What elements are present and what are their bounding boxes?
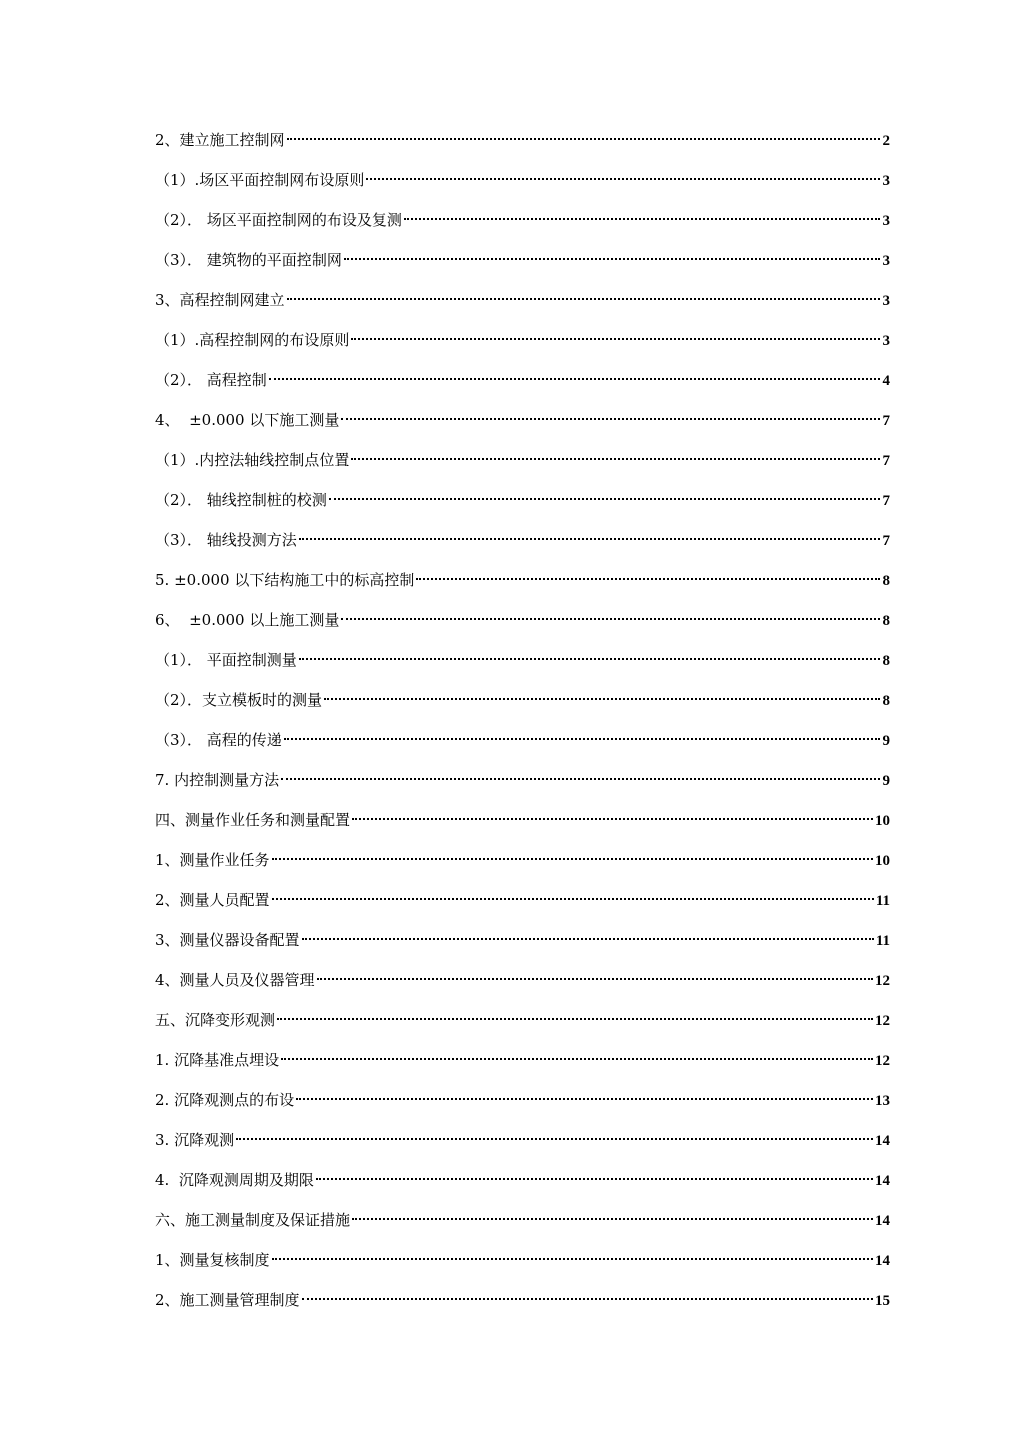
toc-page-number: 9 (882, 733, 890, 749)
toc-entry-title: （2）．支立模板时的测量 (155, 691, 323, 709)
toc-leader-dots (341, 618, 880, 620)
toc-leader-dots (366, 178, 880, 180)
toc-entry[interactable] (155, 1080, 890, 1120)
toc-entry-title: 2、测量人员配置 (155, 891, 270, 909)
toc-page-number: 8 (882, 693, 890, 709)
table-of-contents (155, 120, 890, 1320)
toc-leader-dots (316, 1178, 873, 1180)
toc-leader-dots (272, 898, 874, 900)
toc-entry-title: （1）． 平面控制测量 (155, 651, 297, 669)
toc-leader-dots (344, 258, 880, 260)
toc-entry-title: 2、建立施工控制网 (155, 131, 285, 149)
toc-entry-title: （2）． 场区平面控制网的布设及复测 (155, 211, 402, 229)
toc-entry-title: 五、沉降变形观测 (155, 1011, 276, 1029)
toc-page-number: 14 (875, 1213, 890, 1229)
toc-page-number: 8 (882, 653, 890, 669)
toc-leader-dots (352, 1218, 873, 1220)
toc-page-number: 12 (875, 1053, 890, 1069)
toc-page-number: 14 (875, 1173, 890, 1189)
toc-leader-dots (287, 138, 880, 140)
toc-entry-title: 7. 内控制测量方法 (155, 771, 280, 789)
toc-entry[interactable] (155, 1160, 890, 1200)
toc-entry-title: （1）.场区平面控制网布设原则 (155, 171, 365, 189)
toc-leader-dots (302, 1298, 873, 1300)
toc-entry-title: 5. ±0.000 以下结构施工中的标高控制 (155, 571, 415, 589)
toc-entry[interactable] (155, 320, 890, 360)
toc-page-number: 11 (875, 933, 890, 949)
toc-page-number: 12 (875, 1013, 890, 1029)
toc-leader-dots (236, 1138, 873, 1140)
toc-leader-dots (284, 738, 880, 740)
toc-entry[interactable] (155, 480, 890, 520)
toc-entry-title: （3）． 轴线投测方法 (155, 531, 297, 549)
toc-page-number: 9 (882, 773, 890, 789)
toc-entry[interactable] (155, 400, 890, 440)
toc-entry[interactable] (155, 720, 890, 760)
toc-entry[interactable] (155, 840, 890, 880)
toc-page-number: 13 (875, 1093, 890, 1109)
toc-page-number: 7 (882, 413, 890, 429)
toc-entry-title: （3）． 建筑物的平面控制网 (155, 251, 342, 269)
toc-leader-dots (351, 458, 880, 460)
toc-leader-dots (302, 938, 874, 940)
toc-leader-dots (272, 1258, 873, 1260)
toc-page-number: 7 (882, 493, 890, 509)
toc-entry-title: （1）.内控法轴线控制点位置 (155, 451, 350, 469)
toc-entry[interactable] (155, 760, 890, 800)
toc-leader-dots (329, 498, 880, 500)
toc-leader-dots (277, 1018, 873, 1020)
toc-leader-dots (317, 978, 873, 980)
toc-page-number: 8 (882, 573, 890, 589)
toc-entry[interactable] (155, 240, 890, 280)
toc-entry[interactable] (155, 1200, 890, 1240)
toc-page-number: 14 (875, 1133, 890, 1149)
toc-leader-dots (299, 658, 880, 660)
toc-entry[interactable] (155, 680, 890, 720)
toc-leader-dots (296, 1098, 873, 1100)
toc-leader-dots (269, 378, 880, 380)
toc-page-number: 3 (882, 333, 890, 349)
toc-leader-dots (272, 858, 873, 860)
toc-entry[interactable] (155, 880, 890, 920)
toc-page-number: 3 (882, 253, 890, 269)
toc-entry[interactable] (155, 520, 890, 560)
toc-leader-dots (281, 778, 880, 780)
toc-entry[interactable] (155, 560, 890, 600)
toc-entry-title: 1、测量复核制度 (155, 1251, 270, 1269)
toc-entry[interactable] (155, 1040, 890, 1080)
toc-entry-title: 4、 ±0.000 以下施工测量 (155, 411, 340, 429)
toc-page-number: 15 (875, 1293, 890, 1309)
toc-entry-title: 6、 ±0.000 以上施工测量 (155, 611, 340, 629)
toc-page-number: 3 (882, 213, 890, 229)
toc-entry-title: 四、测量作业任务和测量配置 (155, 811, 351, 829)
toc-page-number: 11 (875, 893, 890, 909)
toc-page-number: 3 (882, 293, 890, 309)
toc-entry[interactable] (155, 280, 890, 320)
toc-leader-dots (299, 538, 880, 540)
toc-entry-title: 1、测量作业任务 (155, 851, 270, 869)
toc-entry[interactable] (155, 1120, 890, 1160)
toc-leader-dots (287, 298, 880, 300)
toc-entry[interactable] (155, 1240, 890, 1280)
toc-leader-dots (351, 338, 880, 340)
toc-leader-dots (324, 698, 880, 700)
toc-leader-dots (404, 218, 880, 220)
toc-page-number: 3 (882, 173, 890, 189)
toc-entry[interactable] (155, 440, 890, 480)
toc-entry-title: 4、测量人员及仪器管理 (155, 971, 315, 989)
toc-entry-title: 3. 沉降观测 (155, 1131, 235, 1149)
toc-page-number: 4 (882, 373, 890, 389)
toc-leader-dots (352, 818, 873, 820)
toc-entry[interactable] (155, 960, 890, 1000)
toc-entry[interactable] (155, 600, 890, 640)
toc-entry-title: （2）． 轴线控制桩的校测 (155, 491, 327, 509)
toc-entry[interactable] (155, 1280, 890, 1320)
toc-entry-title: 2. 沉降观测点的布设 (155, 1091, 295, 1109)
toc-leader-dots (341, 418, 880, 420)
toc-page-number: 2 (882, 133, 890, 149)
toc-entry[interactable] (155, 640, 890, 680)
toc-leader-dots (416, 578, 880, 580)
toc-entry[interactable] (155, 160, 890, 200)
toc-entry-title: 六、施工测量制度及保证措施 (155, 1211, 351, 1229)
toc-entry-title: 4. 沉降观测周期及期限 (155, 1171, 314, 1189)
toc-page-number: 10 (875, 853, 890, 869)
toc-page-number: 12 (875, 973, 890, 989)
toc-entry-title: 2、施工测量管理制度 (155, 1291, 300, 1309)
toc-entry[interactable] (155, 200, 890, 240)
toc-entry-title: （2）． 高程控制 (155, 371, 267, 389)
toc-page-number: 10 (875, 813, 890, 829)
toc-entry-title: 3、测量仪器设备配置 (155, 931, 300, 949)
toc-entry-title: 1. 沉降基准点埋设 (155, 1051, 280, 1069)
toc-page-number: 7 (882, 453, 890, 469)
toc-entry-title: （1）.高程控制网的布设原则 (155, 331, 350, 349)
toc-page-number: 7 (882, 533, 890, 549)
toc-page-number: 14 (875, 1253, 890, 1269)
toc-leader-dots (281, 1058, 873, 1060)
toc-entry[interactable] (155, 120, 890, 160)
toc-page-number: 8 (882, 613, 890, 629)
toc-entry-title: （3）． 高程的传递 (155, 731, 282, 749)
toc-entry[interactable] (155, 1000, 890, 1040)
toc-entry[interactable] (155, 800, 890, 840)
toc-entry[interactable] (155, 360, 890, 400)
toc-entry-title: 3、高程控制网建立 (155, 291, 285, 309)
toc-entry[interactable] (155, 920, 890, 960)
